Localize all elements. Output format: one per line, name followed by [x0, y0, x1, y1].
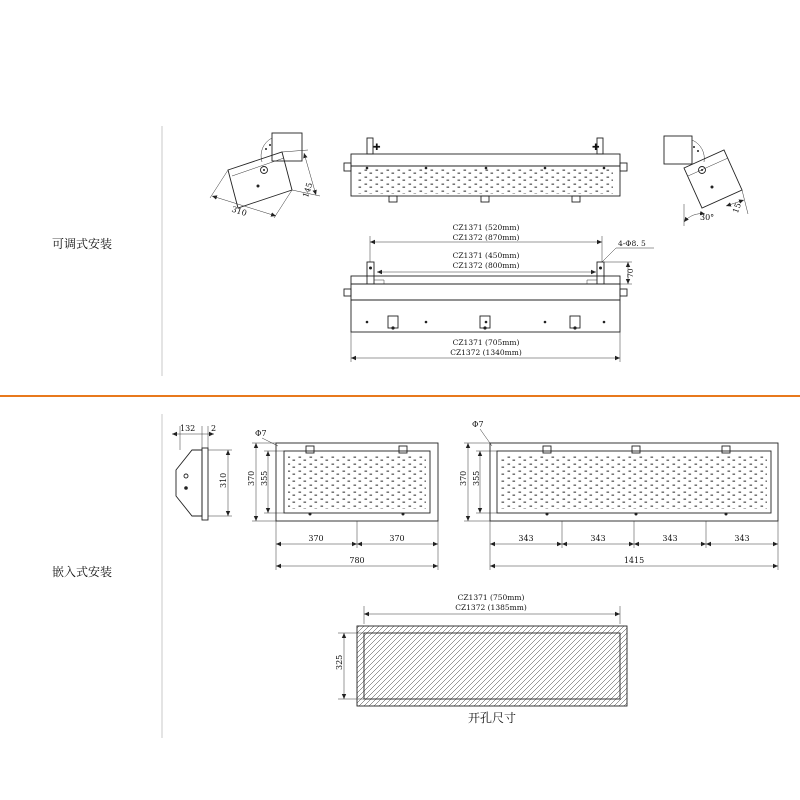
- dim-132: 132: [180, 424, 196, 433]
- dim-bottom-b: CZ1372 (1340mm): [450, 348, 522, 357]
- cutout-dim-a: CZ1371 (750mm): [457, 593, 525, 602]
- mount-bracket-right: [597, 262, 604, 284]
- embedded-front-small: [247, 429, 438, 570]
- svg-text:✚: ✚: [592, 143, 600, 153]
- seg-370-1: 370: [308, 534, 324, 543]
- svg-text:✚: ✚: [373, 143, 381, 153]
- cutout-wall: [357, 626, 627, 706]
- dim-mid-b: CZ1372 (800mm): [452, 261, 520, 270]
- phi7-small: Φ7: [255, 429, 267, 438]
- perforation-small: [288, 455, 426, 509]
- dim-145: 145: [301, 181, 315, 199]
- cutout-dim-b: CZ1372 (1385mm): [455, 603, 527, 612]
- wall-bracket: [272, 133, 302, 161]
- cutout-diagram: [335, 593, 627, 725]
- dim-70: 70: [626, 268, 635, 278]
- dim-355-small: 355: [260, 470, 269, 486]
- seg-343-2: 343: [590, 534, 606, 543]
- section-label-embedded: 嵌入式安装: [52, 565, 113, 579]
- wall-bracket-right: [664, 136, 692, 164]
- cutout-dim-325: 325: [335, 654, 344, 670]
- dim-2: 2: [211, 424, 217, 433]
- section-label-adjustable: 可调式安装: [52, 237, 113, 251]
- dim-mid-a: CZ1371 (450mm): [452, 251, 520, 260]
- cutout-caption: 开孔尺寸: [467, 711, 517, 725]
- dim-370-large: 370: [459, 470, 468, 486]
- embedded-front-large: [459, 420, 778, 570]
- dim-top-b: CZ1372 (870mm): [452, 233, 520, 242]
- adjustable-side-view-left: [210, 133, 320, 218]
- lamp-body-side-right: [684, 150, 742, 208]
- adjustable-front-view: [344, 138, 627, 202]
- total-1415: 1415: [623, 556, 645, 565]
- lamp-body-side: [228, 152, 292, 208]
- seg-343-1: 343: [518, 534, 534, 543]
- dim-15: 15: [731, 201, 743, 215]
- side-flange: [202, 448, 208, 520]
- perforation-large: [501, 455, 767, 509]
- side-profile: [176, 450, 202, 516]
- housing-top-dim: [351, 284, 620, 300]
- adjustable-front-view-dimensioned: [344, 223, 654, 362]
- embedded-side-view: [172, 424, 232, 520]
- phi7-large: Φ7: [472, 420, 484, 429]
- hole-spec-label: 4-Φ8. 5: [618, 239, 646, 248]
- adjustable-side-view-right: [664, 136, 748, 226]
- dim-370-small: 370: [247, 470, 256, 486]
- perforation-grid: [358, 168, 613, 194]
- dim-310: 310: [230, 204, 248, 218]
- dim-355-large: 355: [472, 470, 481, 486]
- total-780: 780: [349, 556, 365, 565]
- dim-bottom-a: CZ1371 (705mm): [452, 338, 520, 347]
- mount-bracket-left: [367, 262, 374, 284]
- seg-370-2: 370: [389, 534, 405, 543]
- dim-top-a: CZ1371 (520mm): [452, 223, 520, 232]
- seg-343-3: 343: [662, 534, 678, 543]
- angle-30: 30°: [700, 213, 715, 222]
- seg-343-4: 343: [734, 534, 750, 543]
- housing-top-strip: [351, 154, 620, 166]
- dim-310-embedded: 310: [219, 472, 228, 488]
